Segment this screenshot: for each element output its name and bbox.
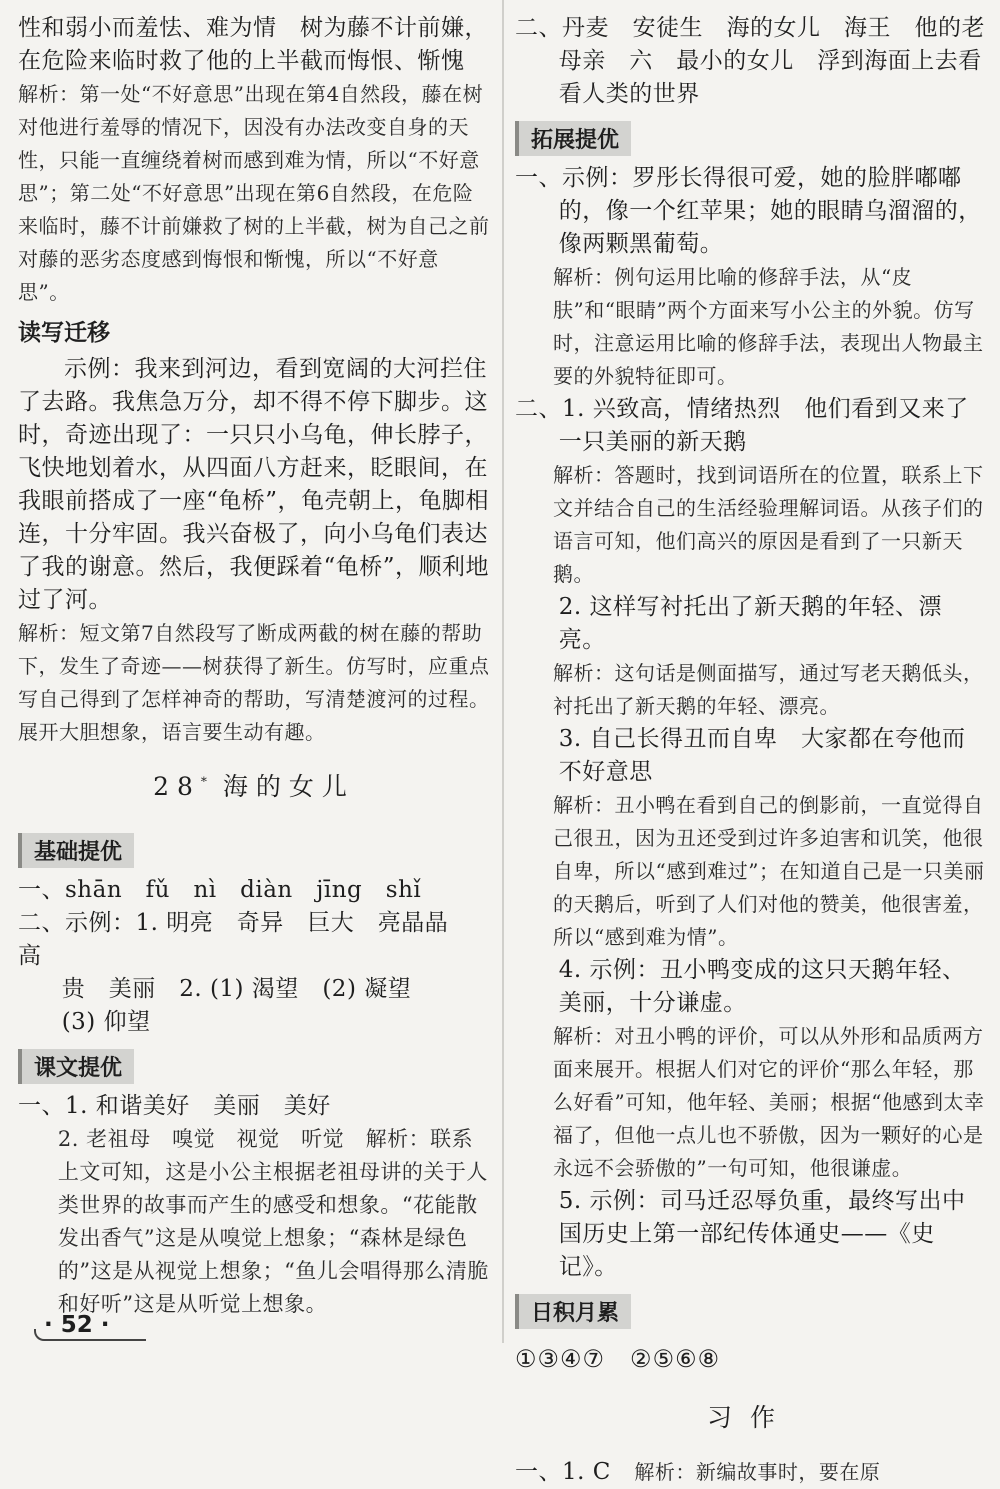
right-column <box>515 12 985 1489</box>
left-column <box>18 12 490 1321</box>
lesson-mark: * <box>200 774 207 789</box>
answer-line: ①③④⑦ ②⑤⑥⑧ <box>515 1345 721 1373</box>
lesson-number: 28 <box>153 772 201 801</box>
answer-line: 贵 美丽 2. (1) 渴望 (2) 凝望 <box>61 976 412 1002</box>
lesson-title <box>18 767 490 803</box>
analysis-text: 解析：新编故事时，要在原 <box>634 1460 881 1484</box>
analysis-text: 解析：对丑小鸭的评价，可以从外形和品质两方面来展开。根据人们对它的评价“那么年轻，那么好看”可知，他年轻、美丽；根据“他感到太幸福了，但他一点儿也不骄傲，因为一颗好的心是永远不会骄傲的”一句可知，他很谦虚。 <box>553 1024 985 1180</box>
lesson-name: 海的女儿 <box>222 772 355 801</box>
section-heading-duxie: 读写迁移 <box>18 320 110 346</box>
analysis-text: 解析：答题时，找到词语所在的位置，联系上下文并结合自己的生活经验理解词语。从孩子们的语言可知，他们高兴的原因是看到了一只新天鹅。 <box>553 463 984 586</box>
answer-line: 母亲 六 最小的女儿 浮到海面上去看 <box>558 48 982 74</box>
answer-line: 4. 示例：丑小鸭变成的这只天鹅年轻、美丽，十分谦虚。 <box>558 957 966 1016</box>
answer-line: 看人类的世界 <box>558 81 700 107</box>
answer-line: 在危险来临时救了他的上半截而悔恨、惭愧 <box>18 48 465 74</box>
answer-line: 一、shān fǔ nì diàn jīng shǐ <box>18 877 422 903</box>
page-number: · 52 · <box>44 1312 110 1338</box>
answer-choice: 一、1. C <box>515 1459 611 1485</box>
section-heading-xizuo: 习作 <box>706 1403 793 1432</box>
analysis-text: 解析：这句话是侧面描写，通过写老天鹅低头，衬托出了新天鹅的年轻、漂亮。 <box>553 661 984 718</box>
section-label-tuozhan: 拓展提优 <box>515 121 631 156</box>
answer-with-analysis: 2. 老祖母 嗅觉 视觉 听觉 解析：联系上文可知，这是小公主根据老祖母讲的关于人类世界的故事而产生的感受和想象。“花能散发出香气”这是从嗅觉上想象；“森林是绿色的”这是从视觉上想象；“鱼儿会唱得那么清脆和好听”这是从听觉上想象。 <box>57 1127 489 1316</box>
answer-line: 性和弱小而羞怯、难为情 树为藤不计前嫌， <box>18 15 488 41</box>
analysis-text: 解析：短文第7自然段写了断成两截的树在藤的帮助下，发生了奇迹——树获得了新生。仿写时，应重点写自己得到了怎样神奇的帮助，写清楚渡河的过程。展开大胆想象，语言要生动有趣。 <box>18 621 490 744</box>
column-divider <box>502 0 504 1343</box>
answer-line: 一、示例：罗彤长得很可爱，她的脸胖嘟嘟的，像一个红苹果；她的眼睛乌溜溜的，像两颗黑葡萄。 <box>515 165 982 257</box>
answer-line: 一、1. 和谐美好 美丽 美好 <box>18 1093 331 1119</box>
analysis-text: 解析：第一处“不好意思”出现在第4自然段，藤在树对他进行羞辱的情况下，因没有办法改变自身的天性，只能一直缠绕着树而感到难为情，所以“不好意思”；第二处“不好意思”出现在第6自然段，在危险来临时，藤不计前嫌救了树的上半截，树为自己之前对藤的恶劣态度感到悔恨和惭愧，所以“不好意思”。 <box>18 82 490 304</box>
answer-line: 二、丹麦 安徒生 海的女儿 海王 他的老 <box>515 15 985 41</box>
section-label-jichu: 基础提优 <box>18 833 134 868</box>
sample-essay: 示例：我来到河边，看到宽阔的大河拦住了去路。我焦急万分，却不得不停下脚步。这时，奇迹出现了：一只只小乌龟，伸长脖子，飞快地划着水，从四面八方赶来，眨眼间，在我眼前搭成了一座“龟桥”，龟壳朝上，龟脚相连，十分牢固。我兴奋极了，向小乌龟们表达了我的谢意。然后，我便踩着“龟桥”，顺利地过了河。 <box>18 356 490 613</box>
answer-line: 2. 这样写衬托出了新天鹅的年轻、漂亮。 <box>558 594 942 653</box>
section-label-riji: 日积月累 <box>515 1294 631 1329</box>
answer-line: 二、1. 兴致高，情绪热烈 他们看到又来了一只美丽的新天鹅 <box>515 396 969 455</box>
section-label-kewen: 课文提优 <box>18 1049 134 1084</box>
answer-line <box>515 1456 985 1489</box>
answer-line: 5. 示例：司马迁忍辱负重，最终写出中国历史上第一部纪传体通史——《史记》。 <box>558 1188 966 1280</box>
answer-line: (3) 仰望 <box>61 1009 151 1035</box>
analysis-text: 解析：例句运用比喻的修辞手法，从“皮肤”和“眼睛”两个方面来写小公主的外貌。仿写时，注意运用比喻的修辞手法，表现出人物最主要的外貌特征即可。 <box>553 265 984 388</box>
answer-line: 3. 自己长得丑而自卑 大家都在夸他而不好意思 <box>558 726 966 785</box>
analysis-text: 解析：丑小鸭在看到自己的倒影前，一直觉得自己很丑，因为丑还受到过许多迫害和讥笑，他很自卑，所以“感到难过”；在知道自己是一只美丽的天鹅后，听到了人们对他的赞美，他很害羞，所以“感到难为情”。 <box>553 793 985 949</box>
answer-line: 二、示例：1. 明亮 奇异 巨大 亮晶晶 高 <box>18 910 472 969</box>
